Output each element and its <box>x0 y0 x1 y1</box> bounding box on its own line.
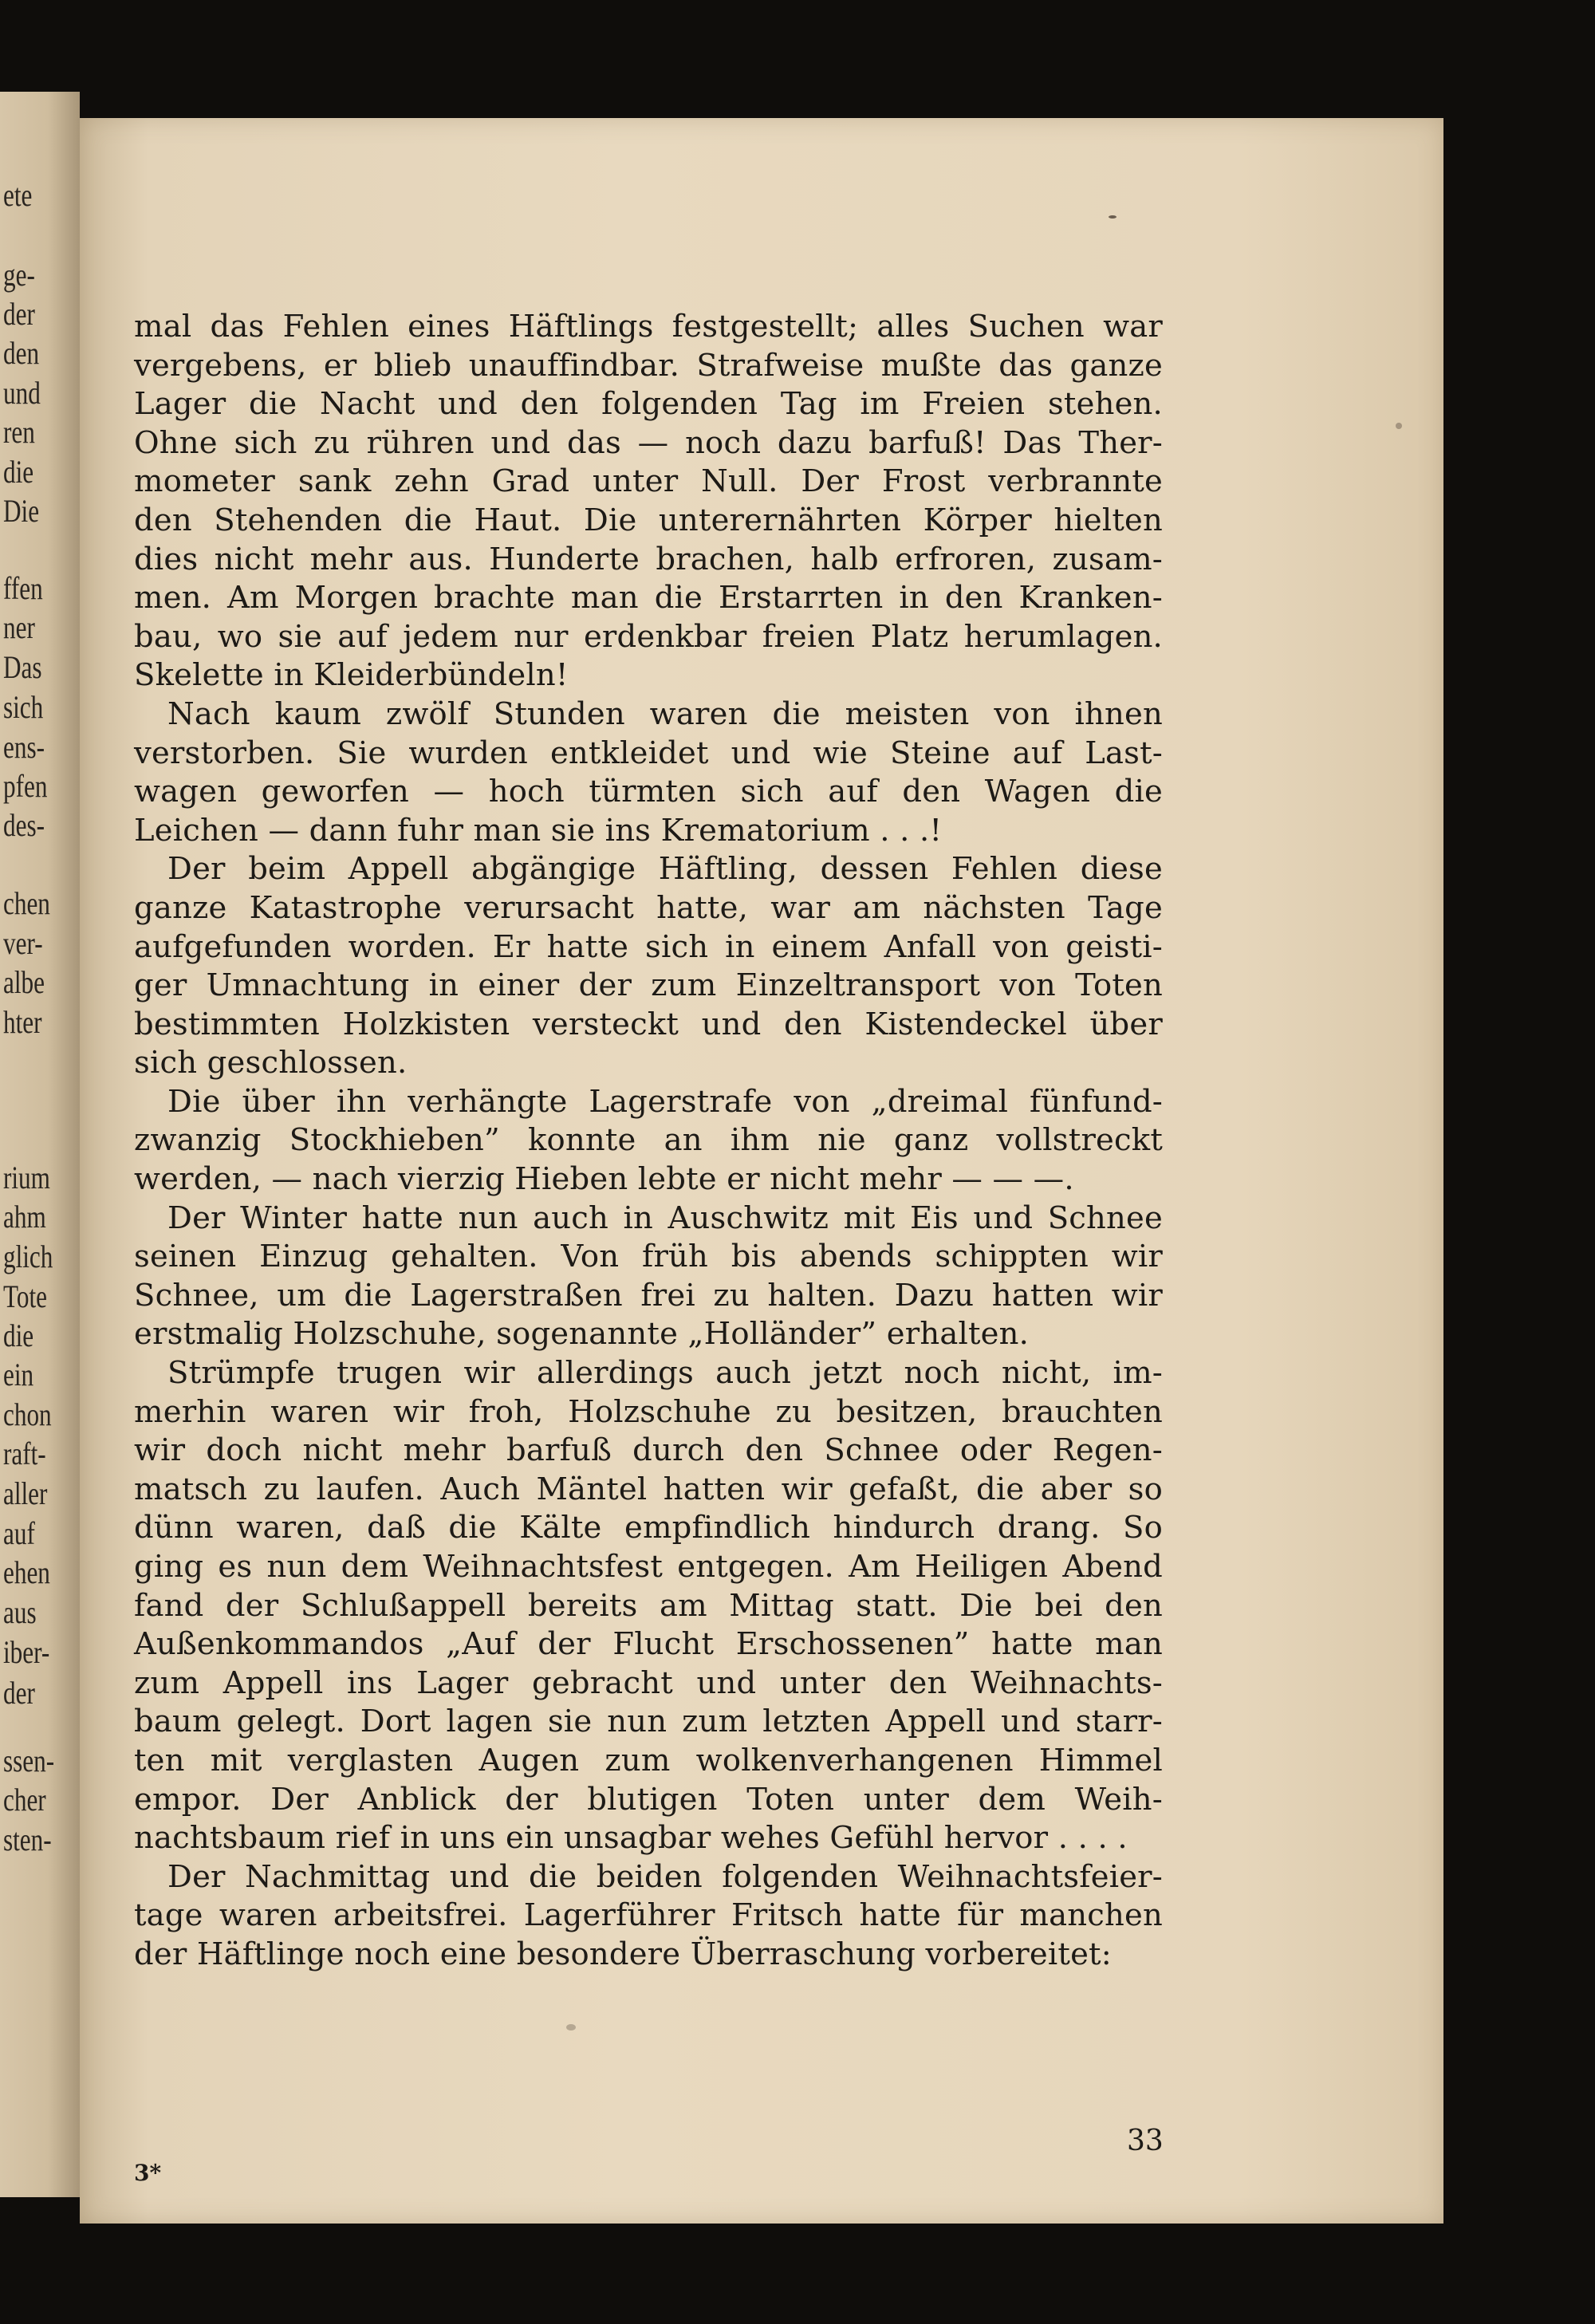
text-line: Nach kaum zwölf Stunden waren die meisten von ihnen <box>167 695 1163 732</box>
edge-fragment: glich <box>3 1239 53 1274</box>
edge-fragment: des- <box>3 807 45 843</box>
body-text <box>134 308 1163 1975</box>
edge-fragment: den <box>3 335 40 371</box>
edge-fragment: ner <box>3 609 35 645</box>
edge-fragment: ahm <box>3 1199 46 1235</box>
edge-fragment: raft- <box>3 1436 46 1471</box>
text-line: seinen Einzug gehalten. Von früh bis abends schippten wir <box>134 1239 1163 1275</box>
text-line: erstmalig Holzschuhe, sogenannte „Holländer” erhalten. <box>134 1316 1030 1353</box>
text-line: verstorben. Sie wurden entkleidet und wie Steine auf Last- <box>134 735 1163 771</box>
text-line: vergebens, er blieb unauffindbar. Strafweise mußte das ganze <box>134 347 1163 384</box>
text-line: mometer sank zehn Grad unter Null. Der Frost verbrannte <box>134 463 1163 500</box>
text-line: wagen geworfen — hoch türmten sich auf den Wagen die <box>134 774 1163 810</box>
text-line: zum Appell ins Lager gebracht und unter den Weihnachts- <box>134 1664 1163 1701</box>
edge-fragment: ehen <box>3 1554 50 1590</box>
text-line: ten mit verglasten Augen zum wolkenverhangenen Himmel <box>134 1742 1163 1778</box>
signature-mark: 3* <box>134 2160 162 2186</box>
text-line: Schnee, um die Lagerstraßen frei zu halten. Dazu hatten wir <box>134 1277 1163 1314</box>
edge-fragment: der <box>3 1675 35 1711</box>
text-line: matsch zu laufen. Auch Mäntel hatten wir gefaßt, die aber so <box>134 1471 1163 1507</box>
edge-fragment: Tote <box>3 1278 48 1314</box>
edge-fragment: ffen <box>3 570 43 606</box>
text-line: dies nicht mehr aus. Hunderte brachen, halb erfroren, zusam- <box>134 541 1163 577</box>
paper-speck <box>1109 215 1116 219</box>
text-line: tage waren arbeitsfrei. Lagerführer Fritsch hatte für manchen <box>134 1897 1163 1934</box>
edge-fragment: der <box>3 296 35 332</box>
edge-fragment: ge- <box>3 257 35 293</box>
edge-fragment: aller <box>3 1475 48 1511</box>
edge-fragment: auf <box>3 1515 35 1551</box>
edge-fragment: die <box>3 454 34 490</box>
text-line: empor. Der Anblick der blutigen Toten unter dem Weih- <box>134 1781 1163 1818</box>
text-line: Außenkommandos „Auf der Flucht Erschossenen” hatte man <box>134 1626 1163 1663</box>
text-line: bestimmten Holzkisten versteckt und den Kistendeckel über <box>134 1006 1163 1042</box>
edge-fragment: die <box>3 1318 34 1353</box>
text-line: ging es nun dem Weihnachtsfest entgegen. Am Heiligen Abend <box>134 1549 1163 1585</box>
text-line: ger Umnachtung in einer der zum Einzeltransport von Toten <box>134 967 1163 1004</box>
text-line: Lager die Nacht und den folgenden Tag im Freien stehen. <box>134 386 1163 423</box>
edge-fragment: ens- <box>3 729 45 765</box>
paper-speck <box>566 2024 576 2031</box>
edge-fragment: sten- <box>3 1822 52 1857</box>
text-line: zwanzig Stockhieben” konnte an ihm nie ganz vollstreckt <box>134 1122 1163 1159</box>
edge-fragment: rium <box>3 1160 50 1195</box>
text-line: bau, wo sie auf jedem nur erdenkbar freien Platz herumlagen. <box>134 618 1163 655</box>
text-line: Der Winter hatte nun auch in Auschwitz mit Eis und Schnee <box>167 1199 1163 1236</box>
text-line: Skelette in Kleiderbündeln! <box>134 657 569 694</box>
text-line: mal das Fehlen eines Häftlings festgestellt; alles Suchen war <box>134 309 1163 345</box>
text-line: Die über ihn verhängte Lagerstrafe von „dreimal fünfund- <box>167 1083 1163 1120</box>
text-line: Ohne sich zu rühren und das — noch dazu barfuß! Das Ther- <box>134 424 1163 461</box>
text-line: sich geschlossen. <box>134 1045 408 1081</box>
text-line: den Stehenden die Haut. Die unterernährten Körper hielten <box>134 502 1163 538</box>
edge-fragment: iber- <box>3 1634 50 1670</box>
edge-fragment: ren <box>3 414 35 450</box>
text-line: baum gelegt. Dort lagen sie nun zum letzten Appell und starr- <box>134 1704 1163 1740</box>
text-line: werden, — nach vierzig Hieben lebte er nicht mehr — — —. <box>134 1161 1074 1198</box>
edge-fragment: hter <box>3 1004 42 1040</box>
text-line: merhin waren wir froh, Holzschuhe zu besitzen, brauchten <box>134 1393 1163 1430</box>
edge-fragment: cher <box>3 1782 46 1818</box>
text-line: men. Am Morgen brachte man die Erstarrten in den Kranken- <box>134 580 1163 616</box>
edge-fragment: chen <box>3 885 50 921</box>
edge-fragment: pfen <box>3 768 48 804</box>
edge-fragment: albe <box>3 964 45 1000</box>
text-line: fand der Schlußappell bereits am Mittag statt. Die bei den <box>134 1587 1163 1624</box>
edge-fragment: ver- <box>3 925 43 961</box>
text-line: Der Nachmittag und die beiden folgenden Weihnachtsfeier- <box>167 1858 1163 1895</box>
edge-fragment: Die <box>3 493 40 529</box>
text-line: aufgefunden worden. Er hatte sich in einem Anfall von geisti- <box>134 928 1163 965</box>
book-page <box>80 118 1443 2224</box>
text-line: wir doch nicht mehr barfuß durch den Schnee oder Regen- <box>134 1432 1163 1469</box>
edge-fragment: Das <box>3 649 42 685</box>
edge-fragment: und <box>3 375 41 411</box>
edge-fragment: ssen- <box>3 1743 55 1778</box>
edge-fragment: ete <box>3 177 33 213</box>
paper-speck <box>1396 423 1402 429</box>
text-line: Der beim Appell abgängige Häftling, dessen Fehlen diese <box>167 851 1163 888</box>
page-number: 33 <box>1127 2125 1164 2157</box>
edge-fragment: aus <box>3 1594 37 1630</box>
previous-page-edge <box>0 92 80 2197</box>
edge-fragment: chon <box>3 1396 52 1432</box>
text-line: der Häftlinge noch eine besondere Überraschung vorbereitet: <box>134 1936 1112 1972</box>
edge-fragment: ein <box>3 1357 34 1392</box>
text-line: nachtsbaum rief in uns ein unsagbar wehes Gefühl hervor . . . . <box>134 1820 1128 1857</box>
text-line: ganze Katastrophe verursacht hatte, war am nächsten Tage <box>134 889 1163 926</box>
edge-fragment: sich <box>3 689 44 725</box>
text-line: Strümpfe trugen wir allerdings auch jetzt noch nicht, im- <box>167 1355 1163 1392</box>
text-line: Leichen — dann fuhr man sie ins Krematorium . . .! <box>134 812 943 849</box>
text-line: dünn waren, daß die Kälte empfindlich hindurch drang. So <box>134 1510 1163 1546</box>
